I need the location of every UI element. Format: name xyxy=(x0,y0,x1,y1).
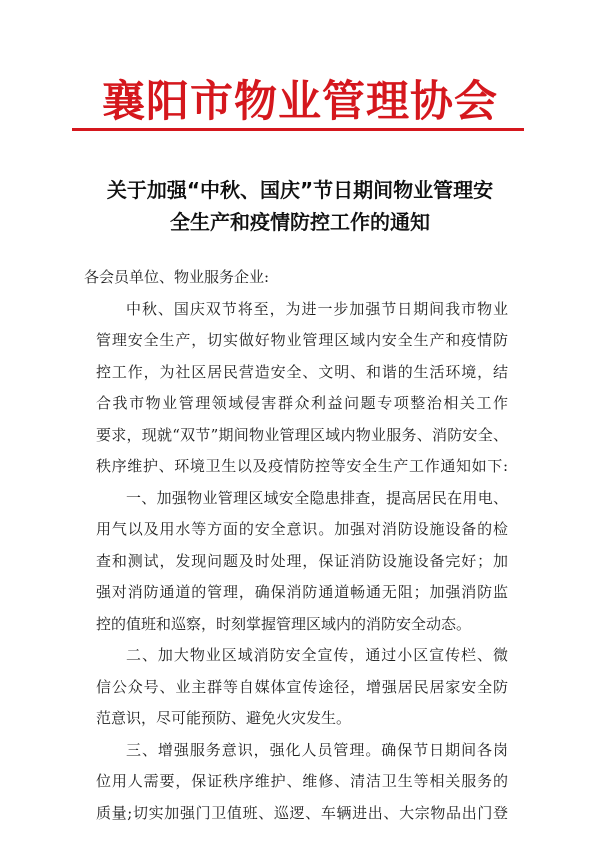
body-line: 质量;切实加强门卫值班、巡逻、车辆进出、大宗物品出门登 xyxy=(96,803,508,822)
notice-body xyxy=(84,262,508,829)
header-red-rule xyxy=(72,128,524,131)
organization-header: 襄阳市物业管理协会 xyxy=(102,77,498,127)
body-line: 范意识，尽可能预防、避免火灾发生。 xyxy=(96,709,352,727)
body-line: 位用人需要，保证秩序维护、维修、清洁卫生等相关服务的 xyxy=(96,772,508,790)
body-line: 查和测试，发现问题及时处理，保证消防设施设备完好；加 xyxy=(96,551,508,570)
body-line: 中秋、国庆双节将至，为进一步加强节日期间我市物业 xyxy=(126,299,508,318)
notice-title-line-2: 全生产和疫情防控工作的通知 xyxy=(170,210,430,234)
body-line: 控工作，为社区居民营造安全、文明、和谐的生活环境，结 xyxy=(96,362,508,381)
body-line: 管理安全生产，切实做好物业管理区域内安全生产和疫情防 xyxy=(96,331,508,349)
body-line: 用气以及用水等方面的安全意识。加强对消防设施设备的检 xyxy=(96,520,508,538)
salutation: 各会员单位、物业服务企业: xyxy=(84,268,270,286)
body-line: 二、加大物业区域消防安全宣传，通过小区宣传栏、微 xyxy=(126,646,508,664)
body-line: 强对消防通道的管理，确保消防通道畅通无阻；加强消防监 xyxy=(96,583,508,601)
body-line: 信公众号、业主群等自媒体宣传途径，增强居民居家安全防 xyxy=(96,677,508,696)
body-line: 一、加强物业管理区域安全隐患排查，提高居民在用电、 xyxy=(126,488,508,507)
notice-title xyxy=(80,174,520,238)
body-line: 控的值班和巡察，时刻掌握管理区域内的消防安全动态。 xyxy=(96,614,472,633)
notice-title-line-1: 关于加强“中秋、国庆”节日期间物业管理安 xyxy=(106,178,494,202)
body-line: 合我市物业管理领域侵害群众利益问题专项整治相关工作 xyxy=(96,394,508,412)
body-line: 三、增强服务意识，强化人员管理。确保节日期间各岗 xyxy=(126,740,508,759)
body-line: 秩序维护、环境卫生以及疫情防控等安全生产工作通知如下: xyxy=(96,457,508,475)
body-line: 要求，现就“双节”期间物业管理区域内物业服务、消防安全、 xyxy=(96,425,508,444)
